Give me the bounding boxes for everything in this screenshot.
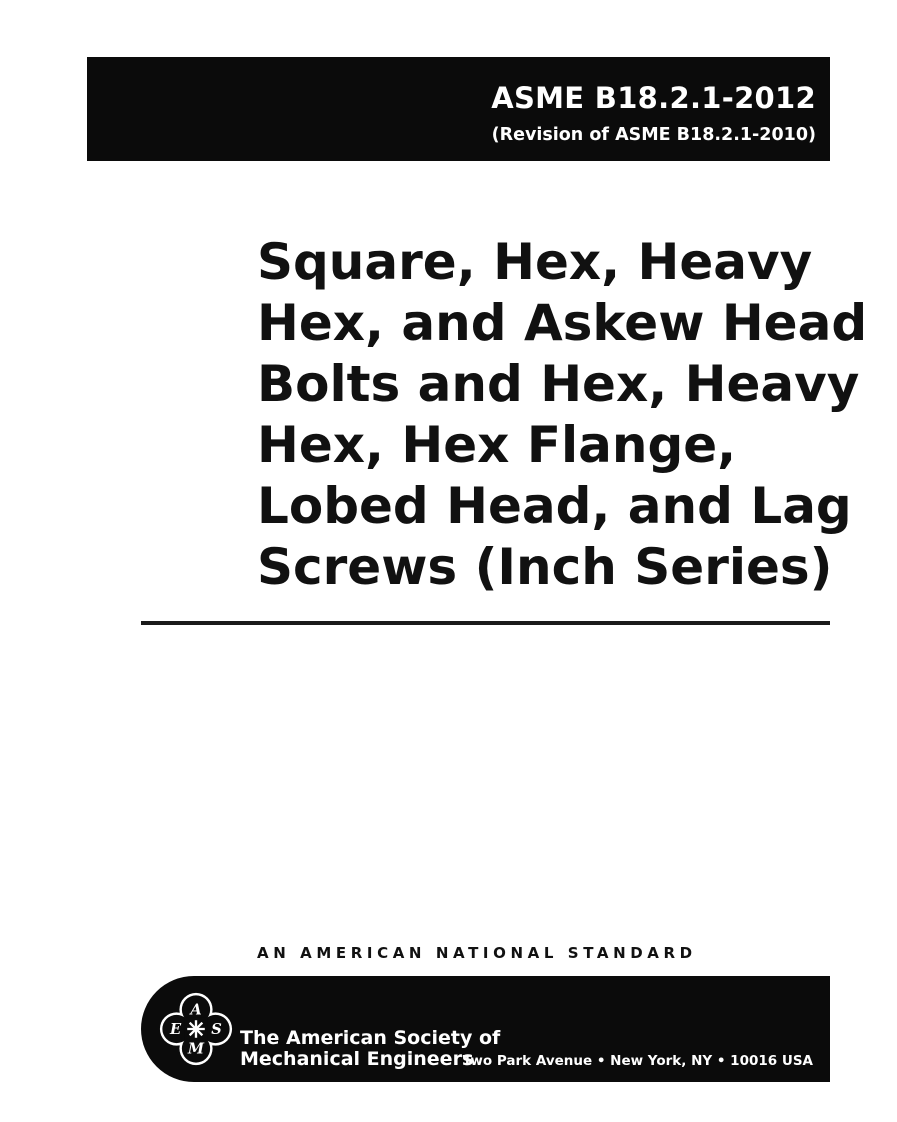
title-line: Screws (Inch Series) bbox=[257, 538, 833, 596]
title-line: Lobed Head, and Lag bbox=[257, 477, 852, 535]
logo-letter: A bbox=[190, 1001, 202, 1019]
publisher-name-line: The American Society of bbox=[240, 1027, 501, 1049]
logo-letter: S bbox=[211, 1020, 222, 1038]
publisher-name bbox=[240, 1028, 500, 1070]
revision-note: (Revision of ASME B18.2.1-2010) bbox=[491, 125, 816, 145]
publisher-band bbox=[141, 976, 830, 1082]
title-divider bbox=[141, 621, 830, 625]
logo-letter: M bbox=[187, 1040, 205, 1058]
title-line: Hex, and Askew Head bbox=[257, 294, 868, 352]
standard-number: ASME B18.2.1-2012 bbox=[491, 81, 816, 115]
title-line: Hex, Hex Flange, bbox=[257, 416, 737, 474]
title-line: Square, Hex, Heavy bbox=[257, 233, 813, 291]
logo-letter: E bbox=[169, 1020, 182, 1038]
standard-designation: AN AMERICAN NATIONAL STANDARD bbox=[257, 944, 697, 962]
publisher-address: Two Park Avenue • New York, NY • 10016 USA bbox=[462, 1053, 813, 1069]
document-title bbox=[257, 232, 868, 598]
asme-logo-icon bbox=[157, 990, 235, 1068]
publisher-name-line: Mechanical Engineers bbox=[240, 1048, 474, 1070]
header-band bbox=[87, 57, 830, 161]
title-line: Bolts and Hex, Heavy bbox=[257, 355, 860, 413]
